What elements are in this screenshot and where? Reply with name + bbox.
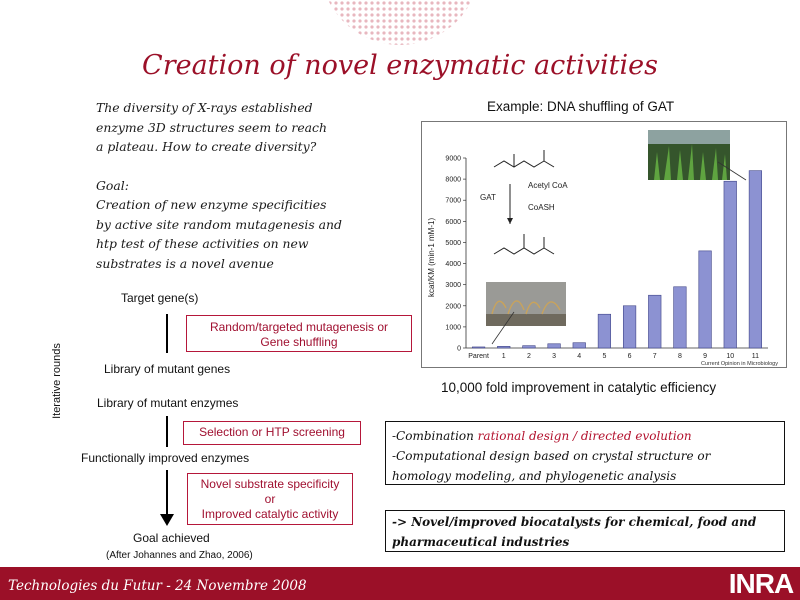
bar bbox=[623, 306, 636, 348]
reaction-arrow-icon bbox=[507, 218, 513, 224]
example-caption: 10,000 fold improvement in catalytic efficiency bbox=[441, 380, 717, 395]
y-tick-label: 8000 bbox=[445, 176, 461, 184]
bar bbox=[648, 295, 661, 348]
reagent-label: CoASH bbox=[528, 203, 555, 212]
approach-line: -Computational design based on crystal structure or bbox=[392, 449, 711, 463]
mutagenesis-line: Gene shuffling bbox=[260, 335, 338, 349]
bar bbox=[674, 287, 687, 348]
goal-label: Goal: bbox=[96, 177, 129, 193]
approach-box bbox=[385, 421, 785, 485]
x-tick-label: 10 bbox=[726, 353, 735, 360]
reagent-label: Acetyl CoA bbox=[528, 181, 568, 190]
mutagenesis-box bbox=[186, 315, 412, 352]
goal-achieved-label: Goal achieved bbox=[133, 531, 210, 545]
outcome-statement-box bbox=[385, 510, 785, 552]
flow-connector bbox=[166, 470, 168, 516]
x-tick-label: 3 bbox=[552, 353, 557, 360]
goal-line: Creation of new enzyme specificities bbox=[96, 197, 327, 212]
plant-photo-inset bbox=[648, 130, 730, 180]
intro-text bbox=[96, 98, 396, 273]
functional-enzymes-label: Functionally improved enzymes bbox=[81, 451, 250, 465]
intro-line: enzyme 3D structures seem to reach bbox=[96, 119, 327, 135]
x-tick-label: 1 bbox=[501, 353, 506, 360]
flow-connector bbox=[166, 314, 168, 353]
bar bbox=[548, 344, 561, 348]
goal-line: by active site random mutagenesis and bbox=[96, 216, 342, 232]
bar bbox=[598, 314, 611, 348]
bar-chart bbox=[422, 122, 786, 367]
outcome-line: Improved catalytic activity bbox=[201, 507, 339, 521]
slide-title: Creation of novel enzymatic activities bbox=[142, 50, 658, 81]
mutant-enzymes-label: Library of mutant enzymes bbox=[97, 396, 239, 410]
x-tick-label: 9 bbox=[703, 353, 708, 360]
enzyme-label: GAT bbox=[480, 193, 496, 202]
bar bbox=[749, 171, 762, 348]
flow-target-label: Target gene(s) bbox=[121, 291, 199, 305]
y-tick-label: 6000 bbox=[445, 218, 461, 226]
approach-line bbox=[392, 426, 778, 446]
approach-prefix: -Combination bbox=[392, 429, 478, 443]
bar bbox=[497, 346, 510, 348]
citation: (After Johannes and Zhao, 2006) bbox=[106, 550, 253, 561]
footer-text: Technologies du Futur - 24 Novembre 2008 bbox=[8, 578, 307, 594]
x-tick-label: Parent bbox=[468, 353, 489, 360]
wilted-plant-photo-inset bbox=[486, 282, 566, 326]
inra-logo: INRA bbox=[728, 568, 794, 599]
y-tick-label: 7000 bbox=[445, 197, 461, 205]
y-tick-label: 1000 bbox=[445, 324, 461, 332]
example-title: Example: DNA shuffling of GAT bbox=[487, 99, 675, 114]
y-tick-label: 9000 bbox=[445, 155, 461, 163]
intro-line: The diversity of X-rays established bbox=[96, 100, 313, 115]
y-tick-label: 5000 bbox=[445, 239, 461, 247]
bar bbox=[699, 251, 712, 348]
mutagenesis-line: Random/targeted mutagenesis or bbox=[209, 320, 389, 334]
y-tick-label: 0 bbox=[457, 345, 461, 353]
y-axis-label: kcat/KM (min-1 mM-1) bbox=[427, 217, 436, 297]
y-tick-label: 4000 bbox=[445, 261, 461, 269]
bar bbox=[523, 346, 536, 348]
approach-highlight: rational design / directed evolution bbox=[477, 429, 692, 443]
goal-line: substrates is a novel avenue bbox=[96, 255, 274, 271]
y-tick-label: 3000 bbox=[445, 282, 461, 290]
x-tick-label: 2 bbox=[526, 353, 531, 360]
intro-line: a plateau. How to create diversity? bbox=[96, 139, 317, 154]
x-tick-label: 11 bbox=[751, 353, 760, 360]
x-tick-label: 6 bbox=[627, 353, 632, 360]
reaction-scheme bbox=[494, 150, 554, 254]
mutant-genes-label: Library of mutant genes bbox=[104, 362, 231, 376]
outcome-box bbox=[187, 473, 353, 525]
approach-line: homology modeling, and phylogenetic analysis bbox=[392, 469, 677, 483]
x-tick-label: 4 bbox=[577, 353, 582, 360]
flow-connector bbox=[166, 416, 168, 447]
bar bbox=[724, 181, 737, 348]
bar bbox=[573, 343, 586, 348]
x-tick-label: 5 bbox=[602, 353, 607, 360]
arrow-head-icon bbox=[160, 514, 174, 526]
outcome-line: Novel substrate specificity bbox=[200, 477, 340, 491]
bar bbox=[472, 347, 485, 348]
outcome-statement-line: pharmaceutical industries bbox=[392, 535, 570, 549]
gat-figure bbox=[421, 121, 787, 368]
goal-line: htp test of these activities on new bbox=[96, 236, 309, 251]
outcome-line: or bbox=[264, 492, 276, 506]
decorative-dot-pattern bbox=[315, 0, 485, 50]
y-tick-label: 2000 bbox=[445, 303, 461, 311]
iterative-rounds-label: Iterative rounds bbox=[51, 343, 63, 419]
x-tick-label: 7 bbox=[652, 353, 657, 360]
figure-source: Current Opinion in Microbiology bbox=[700, 361, 778, 367]
x-tick-label: 8 bbox=[677, 353, 682, 360]
outcome-statement-line: -> Novel/improved biocatalysts for chemical, food and bbox=[392, 515, 757, 529]
screening-box: Selection or HTP screening bbox=[183, 421, 361, 445]
